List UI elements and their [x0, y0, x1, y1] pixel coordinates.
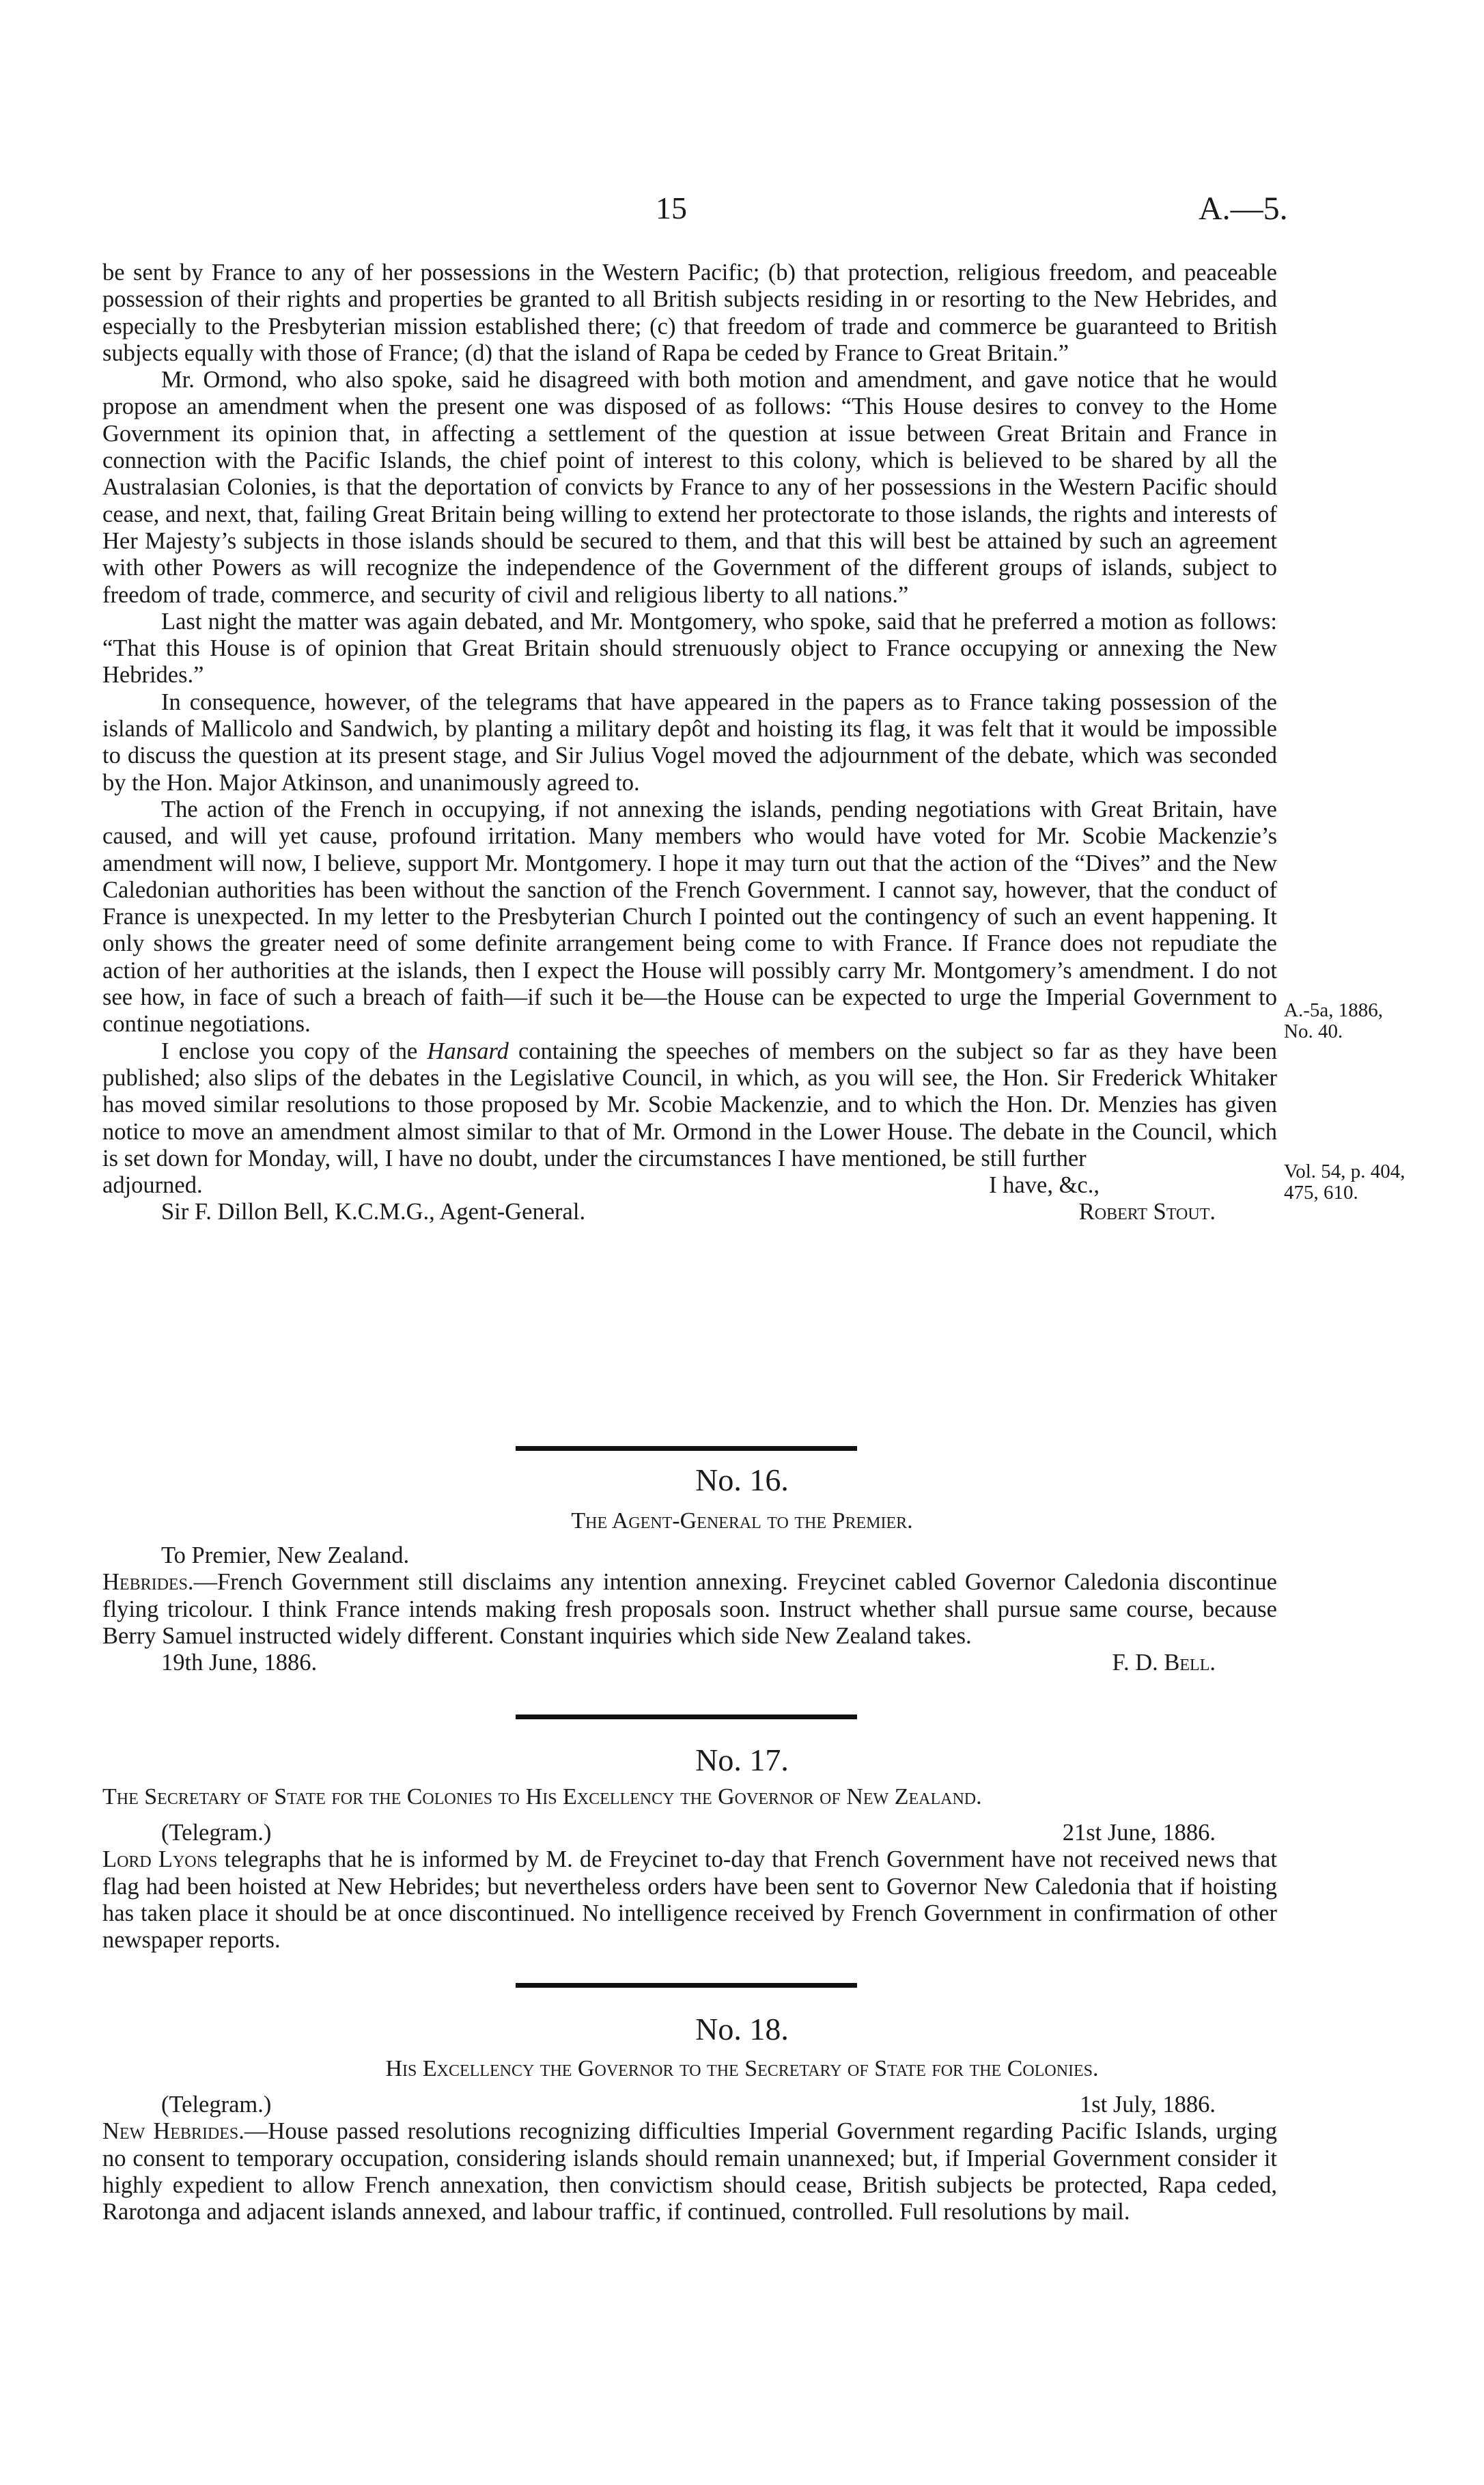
- margin-note: [1284, 1000, 1482, 1042]
- section-rule: [516, 1983, 857, 1988]
- margin-note: [1284, 1161, 1482, 1204]
- section-rule: [516, 1714, 857, 1719]
- signature: Robert Stout.: [1078, 1199, 1216, 1225]
- paragraph: The action of the French in occupying, if not annexing the islands, pending negotiations with Great Britain, have caused, and will yet cause, profound irritation. Many members who would have voted for Mr. Scobie Mackenzie’s amendment will now, I believe, support Mr. Montgomery. I hope it may turn out that the action of the “Dives” and the New Caledonian authorities has been without the sanction of the French Government. I cannot say, however, that the conduct of France is unexpected. In my letter to the Presbyterian Church I pointed out the contingency of such an event happening. It only shows the greater need of some definite arrangement being come to with France. If France does not repudiate the action of her authorities at the islands, then I expect the House will possibly carry Mr. Montgomery’s amendment. I do not see how, in face of such a breach of faith—if such it be—the House can be expected to urge the Imperial Government to continue negotiations.: [102, 796, 1277, 1038]
- recipient-line: To Premier, New Zealand.: [161, 1542, 410, 1568]
- paragraph: [102, 1846, 1277, 1954]
- section-rule: [516, 1446, 857, 1451]
- addressee: Sir F. Dillon Bell, K.C.M.G., Agent-General.: [161, 1199, 586, 1225]
- paragraph: [102, 1569, 1277, 1650]
- section-heading-18: No. 18.: [695, 2012, 789, 2046]
- document-reference: A.—5.: [1199, 191, 1288, 227]
- section-subhead-18: His Excellency the Governor to the Secretary of State for the Colonies.: [385, 2056, 1099, 2081]
- page-number: 15: [656, 191, 687, 225]
- margin-note-line: Vol. 54, p. 404,: [1284, 1161, 1405, 1182]
- closing-row: [102, 1172, 1277, 1199]
- signature-row: [102, 1199, 1277, 1225]
- section-subhead-17: The Secretary of State for the Colonies to His Excellency the Governor of New Zealand.: [102, 1784, 982, 1809]
- lead-word: New Hebrides.: [102, 2118, 244, 2145]
- closing-word: adjourned.: [102, 1172, 203, 1199]
- valediction: I have, &c.,: [989, 1172, 1100, 1199]
- telegram-label: (Telegram.): [161, 1820, 272, 1846]
- paragraph: Last night the matter was again debated, and Mr. Montgomery, who spoke, said that he preferred a motion as follows: “That this House is of opinion that Great Britain should strenuously object to France occupying or annexing the New Hebrides.”: [102, 608, 1277, 689]
- paragraph: Mr. Ormond, who also spoke, said he disagreed with both motion and amendment, and gave notice that he would propose an amendment when the present one was disposed of as follows: “This House desires to convey to the Home Government its opinion that, in affecting a settlement of the question at issue between Great Britain and France in connection with the Pacific Islands, the chief point of interest to this colony, which is believed to be shared by all the Australasian Colonies, is that the deportation of convicts by France to any of her possessions in the Western Pacific should cease, and next, that, failing Great Britain being willing to extend her protectorate to those islands, the rights and interests of Her Majesty’s subjects in those islands should be secured to them, and that this will best be attained by such an agreement with other Powers as will recognize the independence of the Government of the different groups of islands, subject to freedom of trade, commerce, and security of civil and religious liberty to all nations.”: [102, 367, 1277, 608]
- telegram-label: (Telegram.): [161, 2092, 272, 2118]
- date-line: 19th June, 1886.: [161, 1650, 318, 1676]
- section-heading-17: No. 17.: [695, 1743, 789, 1777]
- lead-word: Hebrides.: [102, 1569, 194, 1596]
- section-body-17: [102, 1820, 1277, 1954]
- telegram-row: [102, 2092, 1277, 2118]
- section-heading-16: No. 16.: [695, 1462, 789, 1497]
- section-body-16: [102, 1542, 1277, 1676]
- text-run: I enclose you copy of the: [161, 1038, 428, 1064]
- paragraph: In consequence, however, of the telegrams that have appeared in the papers as to France taking possession of the islands of Mallicolo and Sandwich, by planting a military depôt and hoisting its flag, it was felt that it would be impossible to discuss the question at its present stage, and Sir Julius Vogel moved the adjournment of the debate, which was seconded by the Hon. Major Atkinson, and unanimously agreed to.: [102, 689, 1277, 796]
- date-line: 1st July, 1886.: [1079, 2092, 1216, 2118]
- signature: F. D. Bell.: [1112, 1650, 1216, 1676]
- text-run: —House passed resolutions recognizing difficulties Imperial Government regarding Pacific Islands, urging no consent to temporary occupation, considering islands should remain unannexed; but, if Imperial Government consider it highly expedient to allow French annexation, then convictism should cease, British subjects be protected, Rapa ceded, Rarotonga and adjacent islands annexed, and labour traffic, if continued, controlled. Full resolutions by mail.: [102, 2118, 1277, 2225]
- telegram-row: [102, 1820, 1277, 1846]
- section-subhead-16: The Agent-General to the Premier.: [571, 1508, 913, 1533]
- date-line: 21st June, 1886.: [1062, 1820, 1216, 1846]
- section-body-18: [102, 2092, 1277, 2225]
- paragraph: [102, 2118, 1277, 2225]
- margin-note-line: 475, 610.: [1284, 1182, 1358, 1204]
- signature-row: [102, 1650, 1277, 1676]
- margin-note-line: A.-5a, 1886,: [1284, 999, 1383, 1021]
- hansard-title: Hansard: [427, 1038, 509, 1064]
- letter-continuation: [102, 260, 1277, 1226]
- text-run: —French Government still disclaims any intention annexing. Freycinet cabled Governor Caledonia discontinue flying tricolour. I think France intends making fresh proposals soon. Instruct whether shall pursue same course, because Berry Samuel instructed widely different. Constant inquiries which side New Zealand takes.: [102, 1569, 1277, 1649]
- lead-word: Lord Lyons: [102, 1846, 218, 1873]
- paragraph: [102, 1038, 1277, 1172]
- paragraph: be sent by France to any of her possessions in the Western Pacific; (b) that protection, religious freedom, and peaceable possession of their rights and properties be granted to all British subjects residing in or resorting to the New Hebrides, and especially to the Presbyterian mission established there; (c) that freedom of trade and commerce be guaranteed to British subjects equally with those of France; (d) that the island of Rapa be ceded by France to Great Britain.”: [102, 260, 1277, 366]
- text-run: containing the speeches of members on the subject so far as they have been published; also slips of the debates in the Legislative Council, in which, as you will see, the Hon. Sir Frederick Whitaker has moved similar resolutions to those proposed by Mr. Scobie Mackenzie, and to which the Hon. Dr. Menzies has given notice to move an amendment almost similar to that of Mr. Ormond in the Lower House. The debate in the Council, which is set down for Monday, will, I have no doubt, under the circumstances I have mentioned, be still further: [102, 1038, 1277, 1171]
- margin-note-line: No. 40.: [1284, 1021, 1343, 1042]
- text-run: telegraphs that he is informed by M. de Freycinet to-day that French Government have not received news that flag had been hoisted at New Hebrides; but nevertheless orders have been sent to Governor New Caledonia that if hoisting has taken place it should be at once discontinued. No intelligence received by French Government in confirmation of other newspaper reports.: [102, 1846, 1278, 1954]
